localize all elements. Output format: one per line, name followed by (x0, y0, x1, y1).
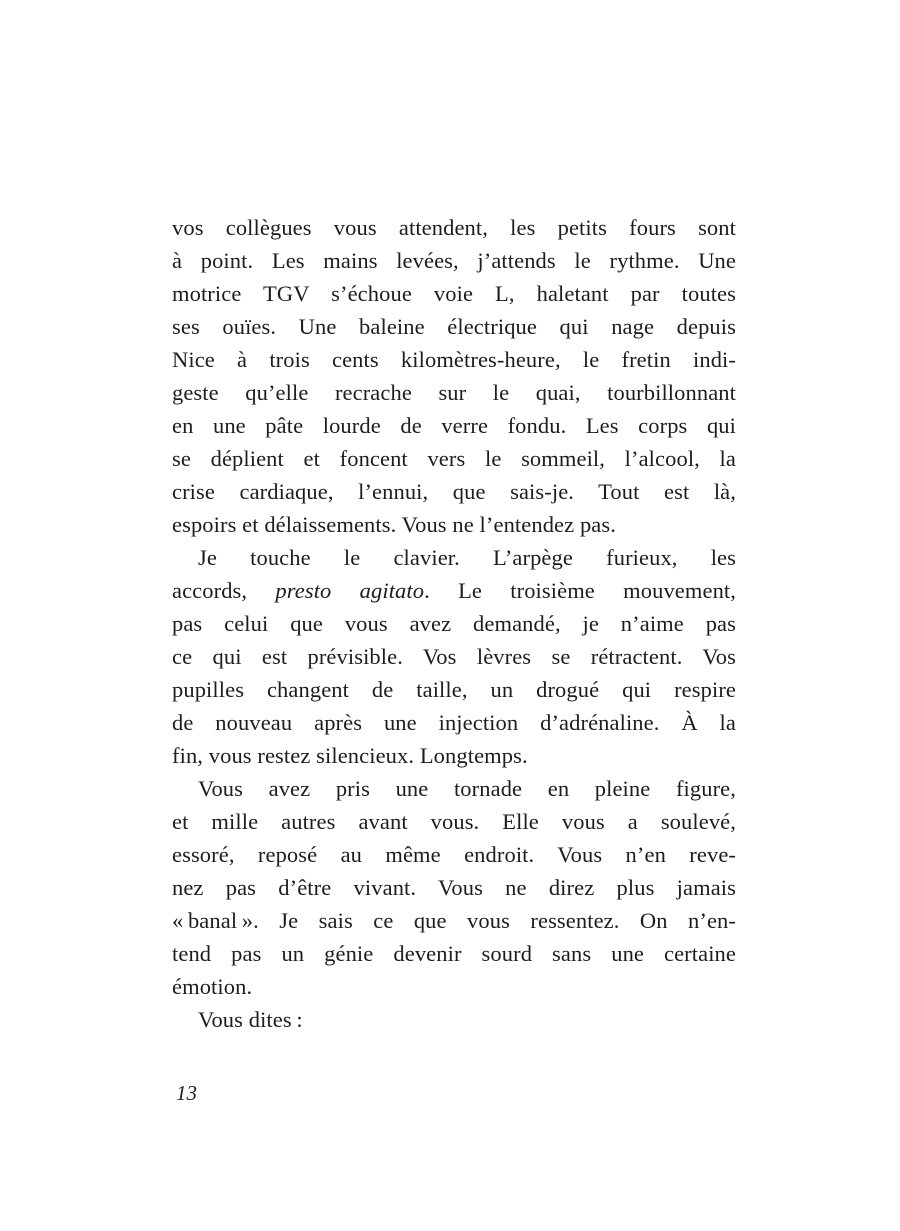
text-line (172, 475, 736, 508)
text-line (172, 937, 736, 970)
text-segment: « banal ». Je sais ce que vous ressentez. On n’en- (172, 908, 736, 933)
text-line (172, 442, 736, 475)
text-line (172, 673, 736, 706)
text-line (172, 376, 736, 409)
text-segment: Nice à trois cents kilomètres-heure, le fretin indi- (172, 347, 736, 372)
text-line (172, 343, 736, 376)
text-line (172, 541, 736, 574)
text-line (172, 310, 736, 343)
text-line (172, 574, 736, 607)
text-line (172, 706, 736, 739)
text-block (172, 211, 736, 1036)
text-segment: tend pas un génie devenir sourd sans une certaine (172, 941, 736, 966)
text-segment: ses ouïes. Une baleine électrique qui nage depuis (172, 314, 736, 339)
text-line (172, 211, 736, 244)
text-segment: Vous avez pris une tornade en pleine figure, (198, 776, 736, 801)
text-segment: en une pâte lourde de verre fondu. Les corps qui (172, 413, 736, 438)
text-segment: . Le troisième mouvement, (424, 578, 736, 603)
text-line (172, 970, 736, 1003)
paragraph (172, 772, 736, 1003)
text-segment: ce qui est prévisible. Vos lèvres se rétractent. Vos (172, 644, 736, 669)
text-segment: pupilles changent de taille, un drogué qui respire (172, 677, 736, 702)
text-segment: vos collègues vous attendent, les petits fours sont (172, 215, 736, 240)
text-segment: essoré, reposé au même endroit. Vous n’en reve- (172, 842, 736, 867)
text-segment: à point. Les mains levées, j’attends le rythme. Une (172, 248, 736, 273)
text-line (172, 838, 736, 871)
page-number: 13 (176, 1081, 197, 1105)
italic-phrase: presto agitato (275, 578, 425, 603)
paragraph (172, 1003, 736, 1036)
text-segment: Je touche le clavier. L’arpège furieux, les (198, 545, 736, 570)
text-segment: pas celui que vous avez demandé, je n’aime pas (172, 611, 736, 636)
text-segment: se déplient et foncent vers le sommeil, l’alcool, la (172, 446, 736, 471)
text-segment: fin, vous restez silencieux. Longtemps. (172, 743, 528, 768)
text-line (172, 805, 736, 838)
text-segment: accords, (172, 578, 276, 603)
text-line (172, 871, 736, 904)
text-segment: Vous dites : (198, 1007, 303, 1032)
paragraph (172, 541, 736, 772)
text-segment: geste qu’elle recrache sur le quai, tourbillonnant (172, 380, 736, 405)
text-segment: crise cardiaque, l’ennui, que sais-je. Tout est là, (172, 479, 736, 504)
text-line (172, 277, 736, 310)
text-segment: espoirs et délaissements. Vous ne l’entendez pas. (172, 512, 616, 537)
text-line (172, 904, 736, 937)
text-line (172, 1003, 736, 1036)
text-line (172, 739, 736, 772)
text-line (172, 640, 736, 673)
text-line (172, 508, 736, 541)
text-line (172, 772, 736, 805)
text-line (172, 607, 736, 640)
text-segment: nez pas d’être vivant. Vous ne direz plus jamais (172, 875, 736, 900)
text-segment: émotion. (172, 974, 253, 999)
paragraph (172, 211, 736, 541)
text-segment: et mille autres avant vous. Elle vous a soulevé, (172, 809, 736, 834)
text-line (172, 244, 736, 277)
text-segment: de nouveau après une injection d’adrénaline. À la (172, 710, 736, 735)
text-segment: motrice TGV s’échoue voie L, haletant par toutes (172, 281, 736, 306)
text-line (172, 409, 736, 442)
